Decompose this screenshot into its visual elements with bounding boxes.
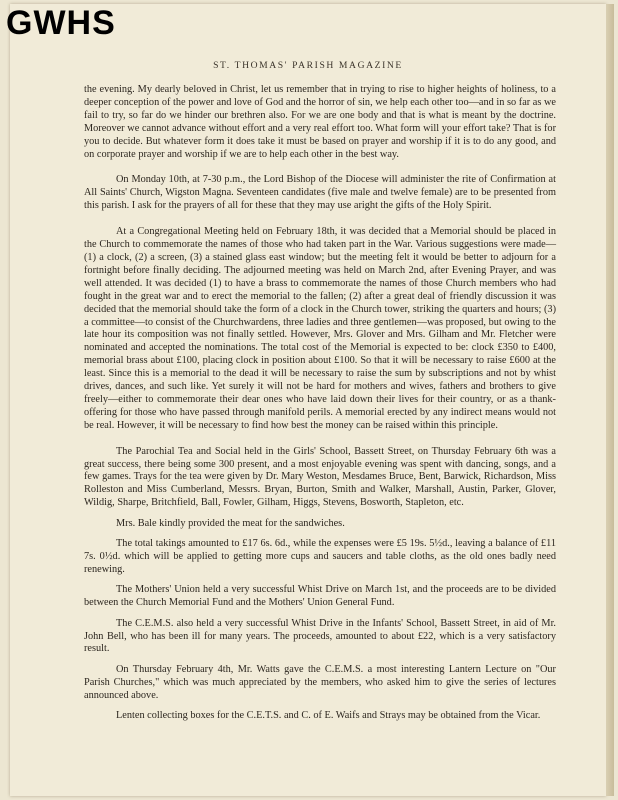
- paragraph-war-memorial: At a Congregational Meeting held on February 18th, it was decided that a Memorial should be placed in the Church to commemorate the names of those who had taken part in the War. Various suggestions were made—(1) a clock, (2) a screen, (3) a stained glass east window; but the meeting felt it would be better to adjourn for a fortnight before finally deciding. The adjourned meeting was held on March 2nd, after Evening Prayer, and was well attended. It was decided (1) to have a brass to commemorate the names of those Church members who had fought in the great war and to erect the memorial to the fallen; (2) after a great deal of friendly discussion it was decided that the memorial should take the form of a clock in the Church tower, striking the quarters and hours; (3) a committee—to consist of the Churchwardens, three ladies and three gentlemen—was proposed, but owing to the late hour its composition was not finally settled. However, Mrs. Glover and Mrs. Gilham and Mr. Fletcher were nominated and accepted the nominations. The total cost of the Memorial is expected to be: clock £350 to £400, memorial brass about £100, placing clock in position about £100. So that it will be necessary to raise £600 at the least. Since this is a memorial to the dead it will be necessary to raise the sum by subscriptions and not by whist drives, dances, and such like. Yet surely it will not be hard for mothers and wives, fathers and brothers to give freely—either to commemorate their dear ones who have laid down their lives for their country, or as a thank-offering for those who have passed through manifold perils. A memorial erected by any indirect means would not be real. However, it will be necessary to find how best the money can be raised within this principle.: [84, 226, 556, 431]
- paragraph-confirmation: On Monday 10th, at 7-30 p.m., the Lord Bishop of the Diocese will administer the rite of Confirmation at All Saints' Church, Wigston Magna. Seventeen candidates (five male and twelve female) are to be presented from this parish. I ask for the prayers of all for these that they may use aright the gifts of the Holy Spirit.: [84, 174, 556, 212]
- magazine-page: [10, 4, 606, 796]
- paragraph-takings: The total takings amounted to £17 6s. 6d., while the expenses were £5 19s. 5½d., leaving a balance of £11 7s. 0½d. which will be applied to getting more cups and saucers and table cloths, as the old ones badly need renewing.: [84, 538, 556, 575]
- paragraph-mothers-union: The Mothers' Union held a very successful Whist Drive on March 1st, and the proceeds are to be divided between the Church Memorial Fund and the Mothers' Union General Fund.: [84, 584, 556, 609]
- paragraph-sandwiches: Mrs. Bale kindly provided the meat for the sandwiches.: [116, 517, 345, 529]
- page-header: ST. THOMAS' PARISH MAGAZINE: [213, 60, 403, 71]
- paragraph-cems-whist: The C.E.M.S. also held a very successful Whist Drive in the Infants' School, Bassett Street, in aid of Mr. John Bell, who has been ill for many years. The proceeds, amounted to about £22, which is a very satisfactory result.: [84, 617, 556, 655]
- paragraph-lenten-boxes: Lenten collecting boxes for the C.E.T.S. and C. of E. Waifs and Strays may be obtained from the Vicar.: [116, 710, 541, 722]
- paragraph-sermon-conclusion: the evening. My dearly beloved in Christ, let us remember that in trying to rise to higher heights of holiness, to a deeper conception of the power and love of God and the horror of sin, we help each other too—and in so far as we fail to try, so far do we hinder our brethren also. For we are one body and that is what is meant by the doctrine. Moreover we cannot advance without effort and a very real effort too. What form will your effort take? That is for you to decide. But whatever form it does take it must be based on prayer and worship if it is to do any good, and on corporate prayer and worship if we are to help each other in the best way.: [84, 84, 556, 160]
- paragraph-lantern-lecture: On Thursday February 4th, Mr. Watts gave the C.E.M.S. a most interesting Lantern Lecture on "Our Parish Churches," which was much appreciated by the members, who asked him to give the series of lectures announced above.: [84, 663, 556, 701]
- page-body: [84, 84, 556, 730]
- paragraph-parochial-tea: The Parochial Tea and Social held in the Girls' School, Bassett Street, on Thursday February 6th was a great success, there being some 300 present, and a most enjoyable evening was spent with dancing, songs, and a few games. Trays for the tea were given by Dr. Mary Weston, Mesdames Bruce, Bent, Barwick, Richardson, Miss Rolleston and Miss Cumberland, Messrs. Bryan, Burton, Smith and Walker, Marshall, Austin, Parker, Glover, Wildig, Sharpe, Britchfield, Ball, Fowler, Gilham, Higgs, Stevens, Bosworth, Stapleton, etc.: [84, 445, 556, 509]
- gwhs-watermark: GWHS: [6, 4, 116, 42]
